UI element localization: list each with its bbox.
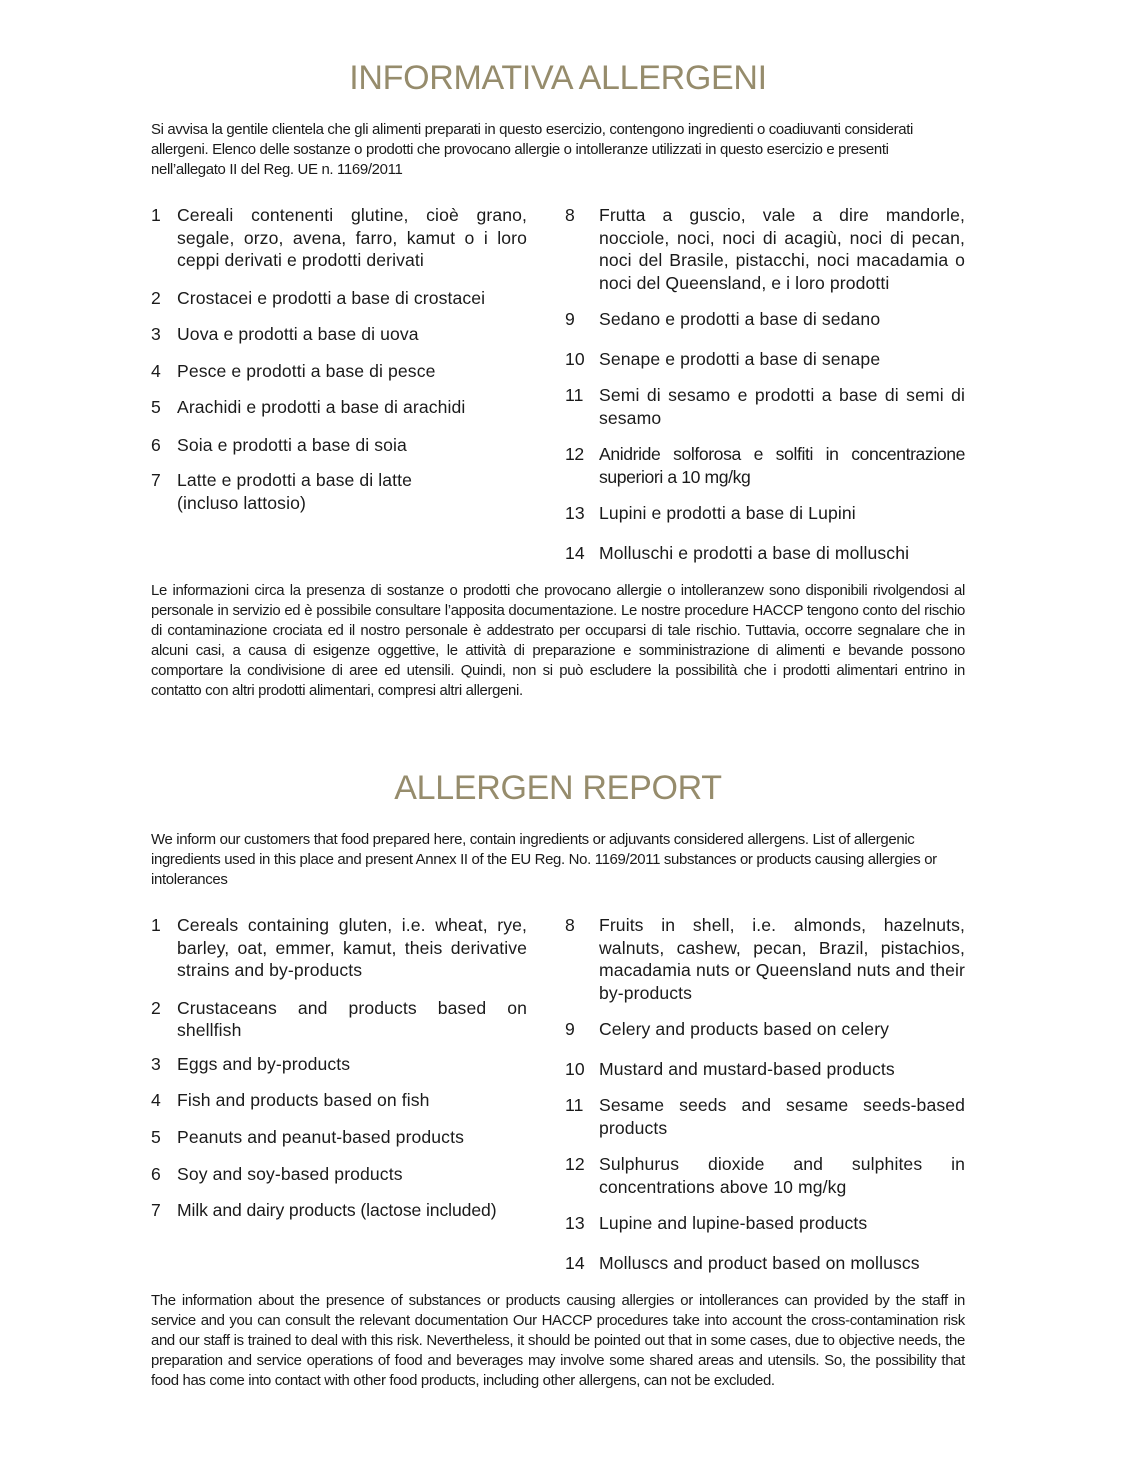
allergen-number: 11 [565, 1095, 584, 1115]
allergen-text: Uova e prodotti a base di uova [177, 324, 419, 344]
allergen-text: Arachidi e prodotti a base di arachidi [177, 397, 466, 417]
italian-list-right-column [565, 204, 965, 564]
allergen-number: 8 [565, 205, 575, 225]
allergen-text: Eggs and by-products [177, 1053, 351, 1074]
allergen-text: Frutta a guscio, vale a dire mandorle, nocciole, noci, noci di acagiù, noci di pecan, noci del Brasile, pistacchi, noci macadamia o noci del Queensland, e i loro prodotti [599, 205, 965, 293]
allergen-text: Cereali contenenti glutine, cioè grano, segale, orzo, avena, farro, kamut o i loro ceppi derivati e prodotti derivati [177, 205, 527, 270]
allergen-item [151, 1089, 527, 1112]
english-list-left-column [151, 914, 527, 1221]
allergen-text: Semi di sesamo e prodotti a base di semi di sesamo [599, 385, 965, 428]
allergen-text: Soy and soy-based products [177, 1164, 403, 1184]
allergen-item [565, 1094, 965, 1139]
allergen-item [151, 434, 527, 457]
allergen-number: 12 [565, 1154, 585, 1174]
allergen-text: Pesce e prodotti a base di pesce [177, 360, 436, 381]
allergen-text: Peanuts and peanut-based products [177, 1126, 464, 1147]
allergen-item [151, 1126, 527, 1149]
allergen-text: Fish and products based on fish [177, 1090, 430, 1110]
allergen-item [565, 1252, 965, 1275]
allergen-item [565, 204, 965, 294]
allergen-item [565, 384, 965, 429]
allergen-number: 4 [151, 360, 161, 381]
allergen-item [565, 502, 965, 525]
allergen-item [151, 1163, 527, 1186]
allergen-number: 9 [565, 1019, 575, 1039]
allergen-number: 7 [151, 1199, 161, 1220]
allergen-item [565, 308, 965, 331]
italian-outro: Le informazioni circa la presenza di sostanze o prodotti che provocano allergie o intolleranzew sono disponibili rivolgendosi al personale in servizio ed è possibile consultare l’apposita documentazione. Le nostre procedure HACCP tengono conto del rischio di contaminazione crociata ed il nostro personale è addestrato per occuparsi di tale rischio. Tuttavia, occorre segnalare che in alcuni casi, a causa di esigenze oggettive, le attività di preparazione e somministrazione di alimenti e bevande possono comportare la condivisione di aree ed utensili. Quindi, non si può escludere la possibilità che i prodotti alimentari entrino in contatto con altri prodotti alimentari, compresi altri allergeni. [151, 582, 965, 699]
allergen-text: Molluscs and product based on molluscs [599, 1252, 920, 1273]
allergen-text: Lupini e prodotti a base di Lupini [599, 503, 856, 523]
allergen-item [565, 1058, 965, 1081]
english-list-right-column [565, 914, 965, 1274]
allergen-number: 12 [565, 444, 584, 464]
allergen-number: 8 [565, 915, 575, 935]
english-intro: We inform our customers that food prepared here, contain ingredients or adjuvants considered allergens. List of allergenic ingredients used in this place and present Annex II of the EU Reg. No. 1169/2011 substances or products causing allergies or intolerances [151, 831, 937, 888]
allergen-text: Cereals containing gluten, i.e. wheat, rye, barley, oat, emmer, kamut, theis derivative strains and by-products [177, 915, 527, 980]
allergen-number: 14 [565, 1252, 585, 1273]
allergen-number: 1 [151, 915, 161, 935]
allergen-item [565, 914, 965, 1004]
allergen-number: 2 [151, 287, 161, 308]
allergen-number: 2 [151, 997, 161, 1018]
allergen-text: Sesame seeds and sesame seeds-based products [599, 1095, 965, 1138]
allergen-number: 10 [565, 1058, 585, 1079]
allergen-text: Molluschi e prodotti a base di molluschi [599, 542, 910, 563]
allergen-item [565, 443, 965, 488]
allergen-item [151, 396, 527, 419]
italian-list-left-column [151, 204, 527, 514]
allergen-item [565, 1018, 965, 1041]
allergen-number: 7 [151, 470, 161, 490]
allergen-item [151, 360, 527, 383]
allergen-item [565, 348, 965, 371]
allergen-text: Anidride solforosa e solfiti in concentrazione superiori a 10 mg/kg [599, 444, 965, 487]
allergen-text: Celery and products based on celery [599, 1019, 890, 1039]
allergen-item [565, 542, 965, 565]
allergen-number: 11 [565, 385, 584, 405]
allergen-number: 13 [565, 1213, 585, 1233]
allergen-item [151, 997, 527, 1042]
allergen-number: 10 [565, 348, 585, 369]
allergen-text: Sedano e prodotti a base di sedano [599, 309, 881, 329]
allergen-number: 3 [151, 1053, 161, 1074]
allergen-text: Crustaceans and products based on shellfish [177, 997, 527, 1040]
allergen-item [151, 323, 527, 346]
english-section [151, 768, 965, 1389]
english-outro: The information about the presence of substances or products causing allergies or intollerances can provided by the staff in service and you can consult the relevant documentation Our HACCP procedures take into account the cross-contamination risk and our staff is trained to deal with this risk. Nevertheless, it should be pointed out that in some cases, due to objective needs, the preparation and service operations of food and beverages may involve some shared areas and utensils. So, the possibility that food has come into contact with other food products, including other allergens, can not be excluded. [151, 1292, 965, 1389]
italian-title: INFORMATIVA ALLERGENI [349, 59, 767, 97]
italian-intro: Si avvisa la gentile clientela che gli alimenti preparati in questo esercizio, contengono ingredienti o coadiuvanti considerati allergeni. Elenco delle sostanze o prodotti che provocano allergie o intolleranze utilizzati in questo esercizio e presenti nell’allegato II del Reg. UE n. 1169/2011 [151, 121, 914, 178]
allergen-text: Lupine and lupine-based products [599, 1213, 868, 1233]
allergen-item [151, 287, 527, 310]
allergen-number: 14 [565, 542, 585, 563]
allergen-number: 6 [151, 434, 161, 455]
allergen-number: 6 [151, 1164, 161, 1184]
allergen-item [151, 1053, 527, 1076]
allergen-number: 5 [151, 1126, 161, 1147]
allergen-item [151, 914, 527, 982]
allergen-number: 9 [565, 309, 575, 329]
allergen-number: 4 [151, 1090, 161, 1110]
allergen-item [565, 1153, 965, 1198]
allergen-number: 3 [151, 324, 161, 344]
allergen-item [151, 204, 527, 272]
allergen-number: 1 [151, 205, 161, 225]
allergen-item [565, 1212, 965, 1235]
allergen-text: Fruits in shell, i.e. almonds, hazelnuts, walnuts, cashew, pecan, Brazil, pistachios, macadamia nuts or Queensland nuts and their by-products [599, 915, 965, 1003]
allergen-number: 13 [565, 503, 585, 523]
allergen-text: Sulphurus dioxide and sulphites in concentrations above 10 mg/kg [599, 1154, 965, 1197]
allergen-text: Soia e prodotti a base di soia [177, 434, 407, 455]
english-title: ALLERGEN REPORT [394, 769, 722, 807]
allergen-text: Latte e prodotti a base di latte (incluso lattosio) [177, 470, 413, 513]
allergen-item [151, 469, 451, 514]
allergen-item [151, 1199, 527, 1222]
allergen-text: Milk and dairy products (lactose included) [177, 1199, 497, 1220]
allergen-text: Mustard and mustard-based products [599, 1058, 895, 1079]
allergen-text: Crostacei e prodotti a base di crostacei [177, 287, 486, 308]
allergen-number: 5 [151, 397, 161, 417]
allergen-text: Senape e prodotti a base di senape [599, 348, 881, 369]
italian-section [151, 58, 965, 699]
